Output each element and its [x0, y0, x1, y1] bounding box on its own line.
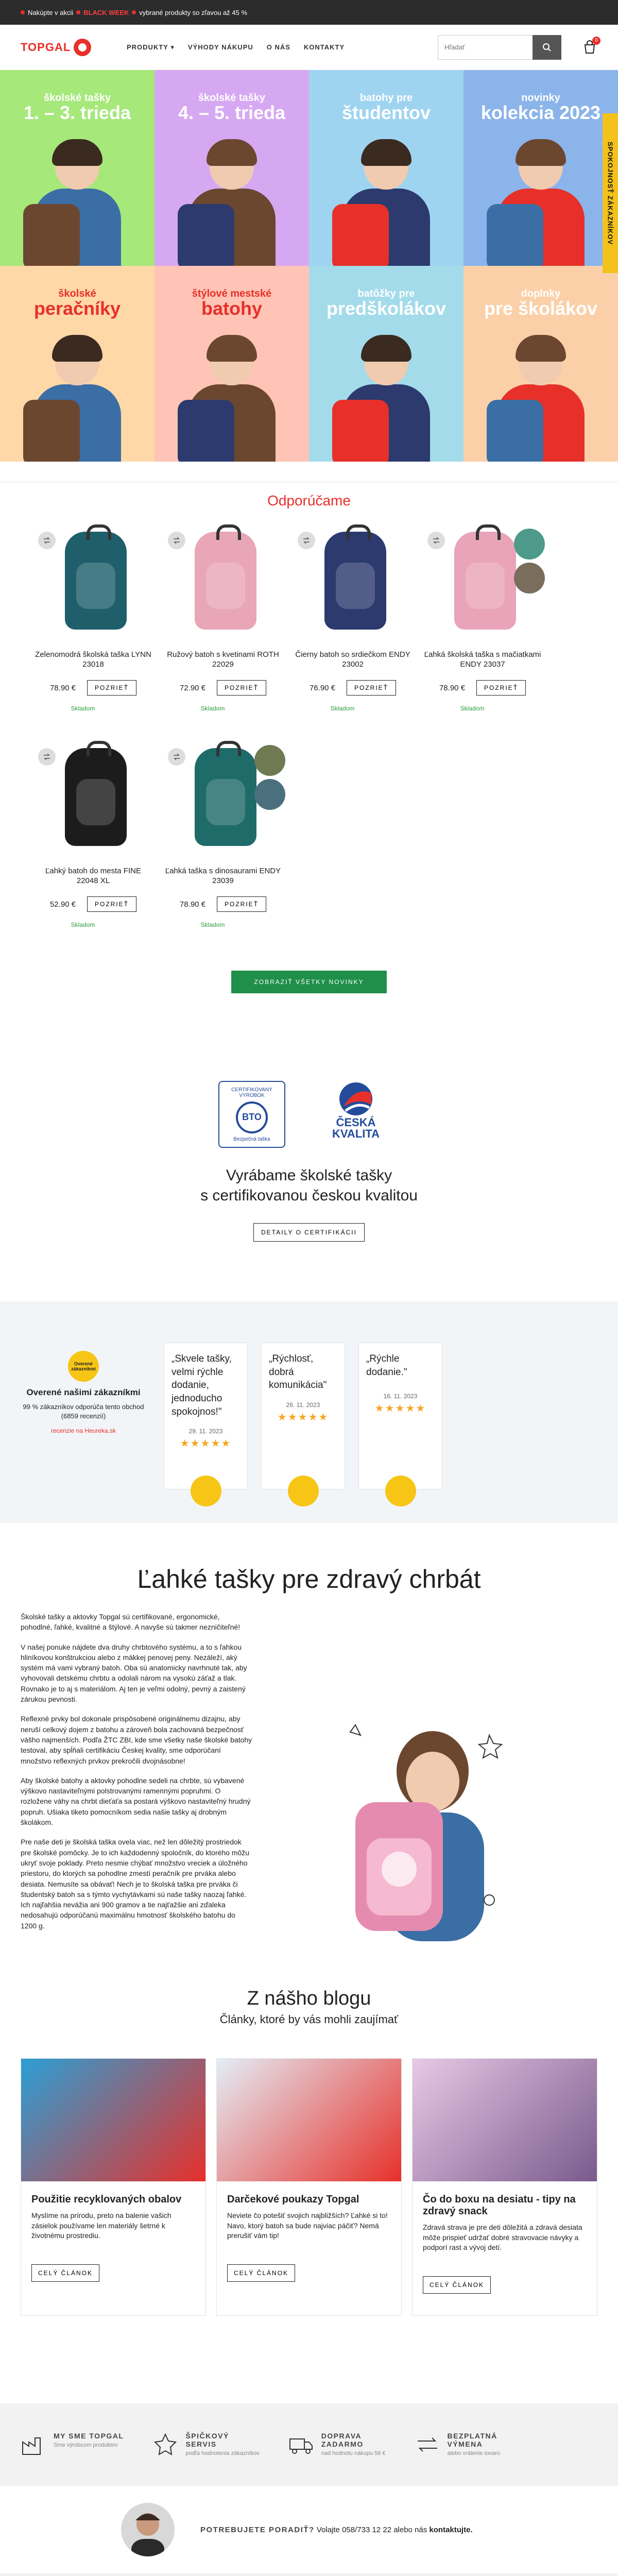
tile-label-large: kolekcia 2023	[480, 102, 601, 123]
cart-count-badge: 0	[592, 37, 600, 45]
bto-certificate-logo	[218, 1081, 285, 1148]
product-name[interactable]: Čierny batoh so srdiečkom ENDY 23002	[295, 650, 410, 669]
review-quote: „Rýchlosť, dobrá komunikácia"	[269, 1353, 327, 1391]
blog-post-excerpt: Neviete čo potešiť svojich najbližších? Ľahké si to! Navo, ktorý batoh sa bude najviac páčiť? Nemá prerušiť vám tip!	[227, 2211, 388, 2240]
read-more-button[interactable]: CELÝ ČLÁNOK	[31, 2264, 99, 2282]
promo-text-pre: Nakúpte v akcii	[28, 8, 74, 16]
blog-post-image[interactable]	[21, 2059, 205, 2181]
site-header	[0, 25, 618, 70]
benefit-service: ŠPIČKOVÝ SERVIS podľa hodnotenia zákazníkov	[152, 2432, 259, 2458]
ck-text-2: KVALITA	[332, 1127, 380, 1140]
tile-label-small: štýlové mestské	[192, 288, 272, 299]
rating-stars: ★★★★★	[277, 1411, 329, 1423]
product-name[interactable]: Ľahká školská taška s mačiatkami ENDY 23037	[424, 650, 541, 669]
child-photo	[178, 142, 286, 266]
tile-label-large: peračníky	[33, 298, 121, 319]
blog-post-card[interactable]	[21, 2058, 206, 2316]
rating-stars: ★★★★★	[180, 1438, 232, 1450]
phone-link[interactable]: 058/733 12 22	[342, 2525, 392, 2534]
promo-link[interactable]: BLACK WEEK	[83, 8, 129, 16]
contact-label: POTREBUJETE PORADIŤ?	[200, 2525, 315, 2534]
main-nav	[127, 43, 345, 52]
product-price: 78.90 €	[179, 900, 206, 909]
product-card[interactable]	[423, 527, 542, 743]
tile-label-large: 1. – 3. trieda	[23, 102, 131, 123]
variant-thumb[interactable]	[514, 529, 545, 560]
tile-label-small: školské tašky	[43, 92, 111, 104]
view-product-button[interactable]: POZRIEŤ	[476, 680, 526, 696]
advisor-avatar	[121, 2503, 175, 2556]
cert-title: Vyrábame školské tašky	[226, 1167, 392, 1184]
tile-new-collection[interactable]	[464, 70, 618, 266]
summary-text: 99 % zákazníkov odporúča tento obchod (6859 recenzií)	[23, 1403, 144, 1420]
healthy-text	[21, 1612, 252, 1941]
tile-pencil-cases[interactable]	[0, 266, 154, 462]
product-card[interactable]	[34, 743, 152, 959]
healthy-title: Ľahké tašky pre zdravý chrbát	[137, 1565, 481, 1594]
compare-toggle-icon[interactable]	[298, 532, 315, 549]
view-product-button[interactable]: POZRIEŤ	[217, 896, 266, 912]
contact-link[interactable]: kontaktujte.	[429, 2525, 473, 2534]
benefit-free-return: BEZPLATNÁ VÝMENA alebo vrátenie tovaru	[415, 2432, 501, 2458]
ck-text-1: ČESKÁ	[336, 1116, 376, 1129]
blog-title: Z nášho blogu	[247, 1988, 371, 2009]
review-card	[164, 1343, 248, 1489]
search-icon	[542, 43, 552, 52]
product-price: 76.90 €	[309, 683, 336, 692]
tile-label-large: študentov	[341, 102, 431, 123]
contact-strip	[0, 2486, 618, 2573]
blog-post-card[interactable]	[216, 2058, 402, 2316]
product-price: 72.90 €	[179, 683, 206, 692]
product-card[interactable]	[164, 527, 282, 743]
logo-text: TOPGAL	[21, 40, 71, 54]
view-product-button[interactable]: POZRIEŤ	[87, 680, 136, 696]
review-card	[358, 1343, 442, 1489]
view-product-button[interactable]: POZRIEŤ	[347, 680, 396, 696]
blog-post-image[interactable]	[413, 2059, 597, 2181]
cert-title-2: s certifikovanou českou kvalitou	[200, 1187, 418, 1204]
divider	[0, 462, 618, 482]
nav-products[interactable]: PRODUKTY ▾	[127, 43, 175, 52]
product-card[interactable]	[34, 527, 152, 743]
tile-label-small: batôžky pre	[357, 288, 415, 299]
tile-label-small: doplnky	[521, 288, 561, 299]
paragraph: Aby školské batohy a aktovky pohodlne sedeli na chrbte, sú vybavené výškovo nastaviteľnými polstrovanými ramennými popruhmi. O rozložene váhy na chrbt dieťaťa sa postará výškovo nastaviteľný hrudný popruh. Ušiaka tiketo pomocníkom sedia našie tašky aj drobným školákom.	[21, 1776, 251, 1827]
blog-section	[0, 1941, 618, 2316]
child-photo	[487, 142, 595, 266]
girl-illustration	[335, 1715, 520, 1941]
compare-toggle-icon[interactable]	[38, 748, 56, 766]
tile-label-large: pre školákov	[484, 298, 598, 319]
blog-post-excerpt: Zdravá strava je pre deti dôležitá a zdravá desiata môže prispieť udržať dobré stravovacie návyky a podporí rast a vývoj detí.	[423, 2223, 582, 2252]
tile-label-small: školské	[58, 288, 96, 299]
verified-seal-icon	[385, 1476, 416, 1506]
paragraph: Reflexné prvky bol dokonale prispôsobené originálnemu dizajnu, aby neruší celkový dojem z batohu a zároveň bola zachovaná bezpečnosť vášho najmenších. Podľa ŽTC ZBI, kde sme všetky naše školské batohy testoval, aby spĺňali certifikáciu Českej kvality, sme odporúčaní množstvo reflexných prvkov prekročili dvojnásobne!	[21, 1715, 252, 1765]
blog-post-card[interactable]	[412, 2058, 597, 2316]
recommended-section	[0, 482, 618, 993]
bto-ring	[236, 1101, 268, 1133]
tile-label-large: predškolákov	[326, 298, 447, 319]
return-arrows-icon	[415, 2432, 440, 2458]
tile-label-small: školské tašky	[198, 92, 266, 104]
product-name[interactable]: Ružový batoh s kvetinami ROTH 22029	[167, 650, 279, 669]
view-product-button[interactable]: POZRIEŤ	[217, 680, 266, 696]
stock-status: Skladom	[200, 705, 225, 712]
tile-label-small: batohy pre	[359, 92, 413, 104]
blog-post-title[interactable]: Čo do boxu na desiatu - tipy na zdravý snack	[423, 2194, 576, 2217]
paragraph: Pre naše deti je školská taška ovela viac, než len dôležitý prostriedok pre školské pomôcky. Je to ich každodenný spoločník, do ktorého môžu ukryť svoje poklady. Preto nesmie chýbať množstvo vreciek a úložného priestoru, do ktorých sa pohodlne zmestí peračník pre prváka alebo desiata. Nemusíte sa obávať! Nech je to školská taška pre prváka či študentský batoh sa s týmto vychytávkami sú naše tašky naozaj ľahké. Ich najľahšia nevážia ani 900 gramov a tie najťažšie ani zďaleka nedosahujú odporúčanú maximálnu hmotnosť školského batohu do 1200 g.	[21, 1838, 250, 1930]
review-quote: „Rýchle dodanie."	[366, 1353, 407, 1378]
child-photo	[23, 338, 131, 462]
search-input[interactable]	[438, 35, 533, 60]
stock-status: Skladom	[460, 705, 485, 712]
view-product-button[interactable]: POZRIEŤ	[87, 896, 136, 912]
cert-details-button[interactable]: DETAILY O CERTIFIKÁCII	[253, 1223, 365, 1242]
contact-mid: alebo nás	[393, 2525, 427, 2534]
nav-contacts[interactable]: KONTAKTY	[303, 43, 345, 51]
summary-title: Overené našimi zákazníkmi	[26, 1387, 141, 1397]
blog-post-image[interactable]	[217, 2059, 401, 2181]
product-card[interactable]	[164, 743, 282, 959]
fire-icon	[132, 10, 136, 14]
variant-thumb[interactable]	[254, 745, 285, 776]
show-all-button[interactable]: ZOBRAZIŤ VŠETKY NOVINKY	[231, 971, 387, 993]
blog-subtitle: Články, ktoré by vás mohli zaujímať	[219, 2013, 399, 2026]
verified-seal-icon: Overené zákazníkmi	[68, 1351, 99, 1382]
read-more-button[interactable]: CELÝ ČLÁNOK	[227, 2264, 295, 2282]
fire-icon	[21, 10, 25, 14]
benefit-manufacturer: MY SME TOPGAL Sme výrobcom produktov	[21, 2432, 124, 2458]
read-more-button[interactable]: CELÝ ČLÁNOK	[423, 2276, 491, 2294]
compare-toggle-icon[interactable]	[168, 532, 185, 549]
bto-top-text: CERTIFIKOVANÝ VÝROBOK	[231, 1087, 272, 1098]
contact-pre: Volajte	[316, 2525, 340, 2534]
blog-post-excerpt: Myslíme na prírodu, preto na balenie vašich zásielok používame len materiály šetrné k životnému prostrediu.	[31, 2211, 171, 2240]
variant-thumb[interactable]	[514, 563, 545, 594]
compare-toggle-icon[interactable]	[427, 532, 445, 549]
factory-icon	[21, 2432, 46, 2458]
product-image[interactable]	[164, 743, 282, 852]
cart-button[interactable]	[582, 40, 597, 55]
compare-toggle-icon[interactable]	[168, 748, 185, 766]
child-photo	[332, 338, 440, 462]
satisfaction-side-tab[interactable]: SPOKOJNOSŤ ZÁKAZNÍKOV	[603, 113, 618, 273]
product-price: 78.90 €	[439, 683, 466, 692]
review-date: 16. 11. 2023	[383, 1393, 418, 1400]
promo-bar	[0, 0, 618, 25]
product-grid	[34, 527, 592, 959]
rating-stars: ★★★★★	[374, 1403, 426, 1414]
benefits-bar	[0, 2403, 618, 2486]
tile-preschool[interactable]	[309, 266, 464, 462]
truck-icon	[288, 2432, 314, 2458]
verified-seal-icon	[191, 1476, 221, 1506]
paragraph: V našej ponuke nájdete dva druhy chrbtového systému, a to s ľahkou hliníkovou konštrukciou alebo z mäkkej penovej peny. Nezáleží, aký systém má vami vybraný batoh. Oba sú anatomicky navrhnuté tak, aby vyhovovali detskému chrbtu a odolali nárom na vysokú záťaž a tlak. Rovnako je to aj s materiálom. Aj ten je veľmi odolný, pevný a zaistený zárukou pevnosti.	[21, 1642, 247, 1704]
ceska-kvalita-logo	[312, 1081, 400, 1148]
child-photo	[332, 142, 440, 266]
reviews-section	[0, 1301, 618, 1523]
child-photo	[23, 142, 131, 266]
blog-post-title[interactable]: Darčekové poukazy Topgal	[227, 2194, 359, 2205]
fire-icon	[76, 10, 80, 14]
stock-status: Skladom	[330, 705, 355, 712]
product-image[interactable]	[164, 527, 282, 636]
promo-text-post: vybrané produkty so zľavou až 45 %	[139, 8, 248, 16]
tile-label-large: batohy	[201, 298, 262, 319]
certification-section	[0, 993, 618, 1242]
product-card[interactable]	[294, 527, 412, 743]
search-box	[438, 35, 561, 60]
ceska-kvalita-mark-icon	[335, 1081, 376, 1117]
stock-status: Skladom	[200, 921, 225, 928]
stock-status: Skladom	[71, 921, 95, 928]
tile-accessories[interactable]	[464, 266, 618, 462]
product-name[interactable]: Ľahký batoh do mesta FINE 22048 XL	[45, 867, 141, 885]
reviews-summary	[16, 1343, 150, 1523]
review-card	[261, 1343, 345, 1489]
tile-grade-4-5[interactable]	[154, 70, 309, 266]
tile-city-backpacks[interactable]	[154, 266, 309, 462]
product-price: 78.90 €	[49, 683, 76, 692]
paragraph: Školské tašky a aktovky Topgal sú certifikované, ergonomické, pohodlné, ľahké, kvalitné a štýlové. A navyše sú takmer nezničiteľné!	[21, 1613, 241, 1632]
verified-seal-icon	[288, 1476, 319, 1506]
product-image[interactable]	[423, 527, 542, 636]
child-photo	[487, 338, 595, 462]
nav-benefits[interactable]: VÝHODY NÁKUPU	[187, 43, 253, 51]
compare-toggle-icon[interactable]	[38, 532, 56, 549]
star-icon	[152, 2432, 178, 2458]
section-title: Odporúčame	[267, 493, 351, 509]
footer-links	[0, 2573, 618, 2576]
product-image[interactable]	[34, 527, 152, 636]
logo[interactable]	[21, 39, 127, 56]
variant-thumb[interactable]	[254, 779, 285, 810]
search-button[interactable]	[533, 35, 561, 60]
category-hero	[0, 70, 618, 462]
child-photo	[178, 338, 286, 462]
healthy-back-section	[0, 1523, 618, 1941]
review-quote: „Skvele tašky, velmi rýchle dodanie, jednoducho spokojnos!"	[171, 1353, 232, 1417]
review-date: 26. 11. 2023	[286, 1401, 320, 1409]
product-price: 52.90 €	[49, 900, 76, 909]
product-image[interactable]	[294, 527, 412, 636]
product-name[interactable]: Zelenomodrá školská taška LYNN 23018	[35, 650, 151, 669]
nav-about[interactable]: O NÁS	[266, 43, 290, 51]
variant-thumbnails	[514, 529, 545, 594]
tile-label-small: novinky	[521, 92, 560, 104]
benefit-free-shipping: DOPRAVA ZADARMO nad hodnotu nákupu 56 €	[288, 2432, 386, 2458]
tile-grade-1-3[interactable]	[0, 70, 154, 266]
bto-bottom-text: Bezpečná taška	[233, 1136, 270, 1142]
blog-post-title[interactable]: Použitie recyklovaných obalov	[31, 2194, 182, 2205]
tile-students[interactable]	[309, 70, 464, 266]
tile-label-large: 4. – 5. trieda	[178, 102, 286, 123]
product-image[interactable]	[34, 743, 152, 852]
logo-mark-icon	[74, 39, 91, 56]
blog-posts	[0, 2058, 618, 2316]
variant-thumbnails	[254, 745, 285, 810]
heureka-link[interactable]: recenzie na Heureka.sk	[50, 1427, 116, 1435]
bto-mark-text: BTO	[242, 1112, 262, 1122]
girl-with-backpack-image	[252, 1612, 597, 1941]
product-name[interactable]: Ľahká taška s dinosaurami ENDY 23039	[165, 867, 281, 885]
review-date: 29. 11. 2023	[188, 1428, 223, 1435]
stock-status: Skladom	[71, 705, 95, 712]
